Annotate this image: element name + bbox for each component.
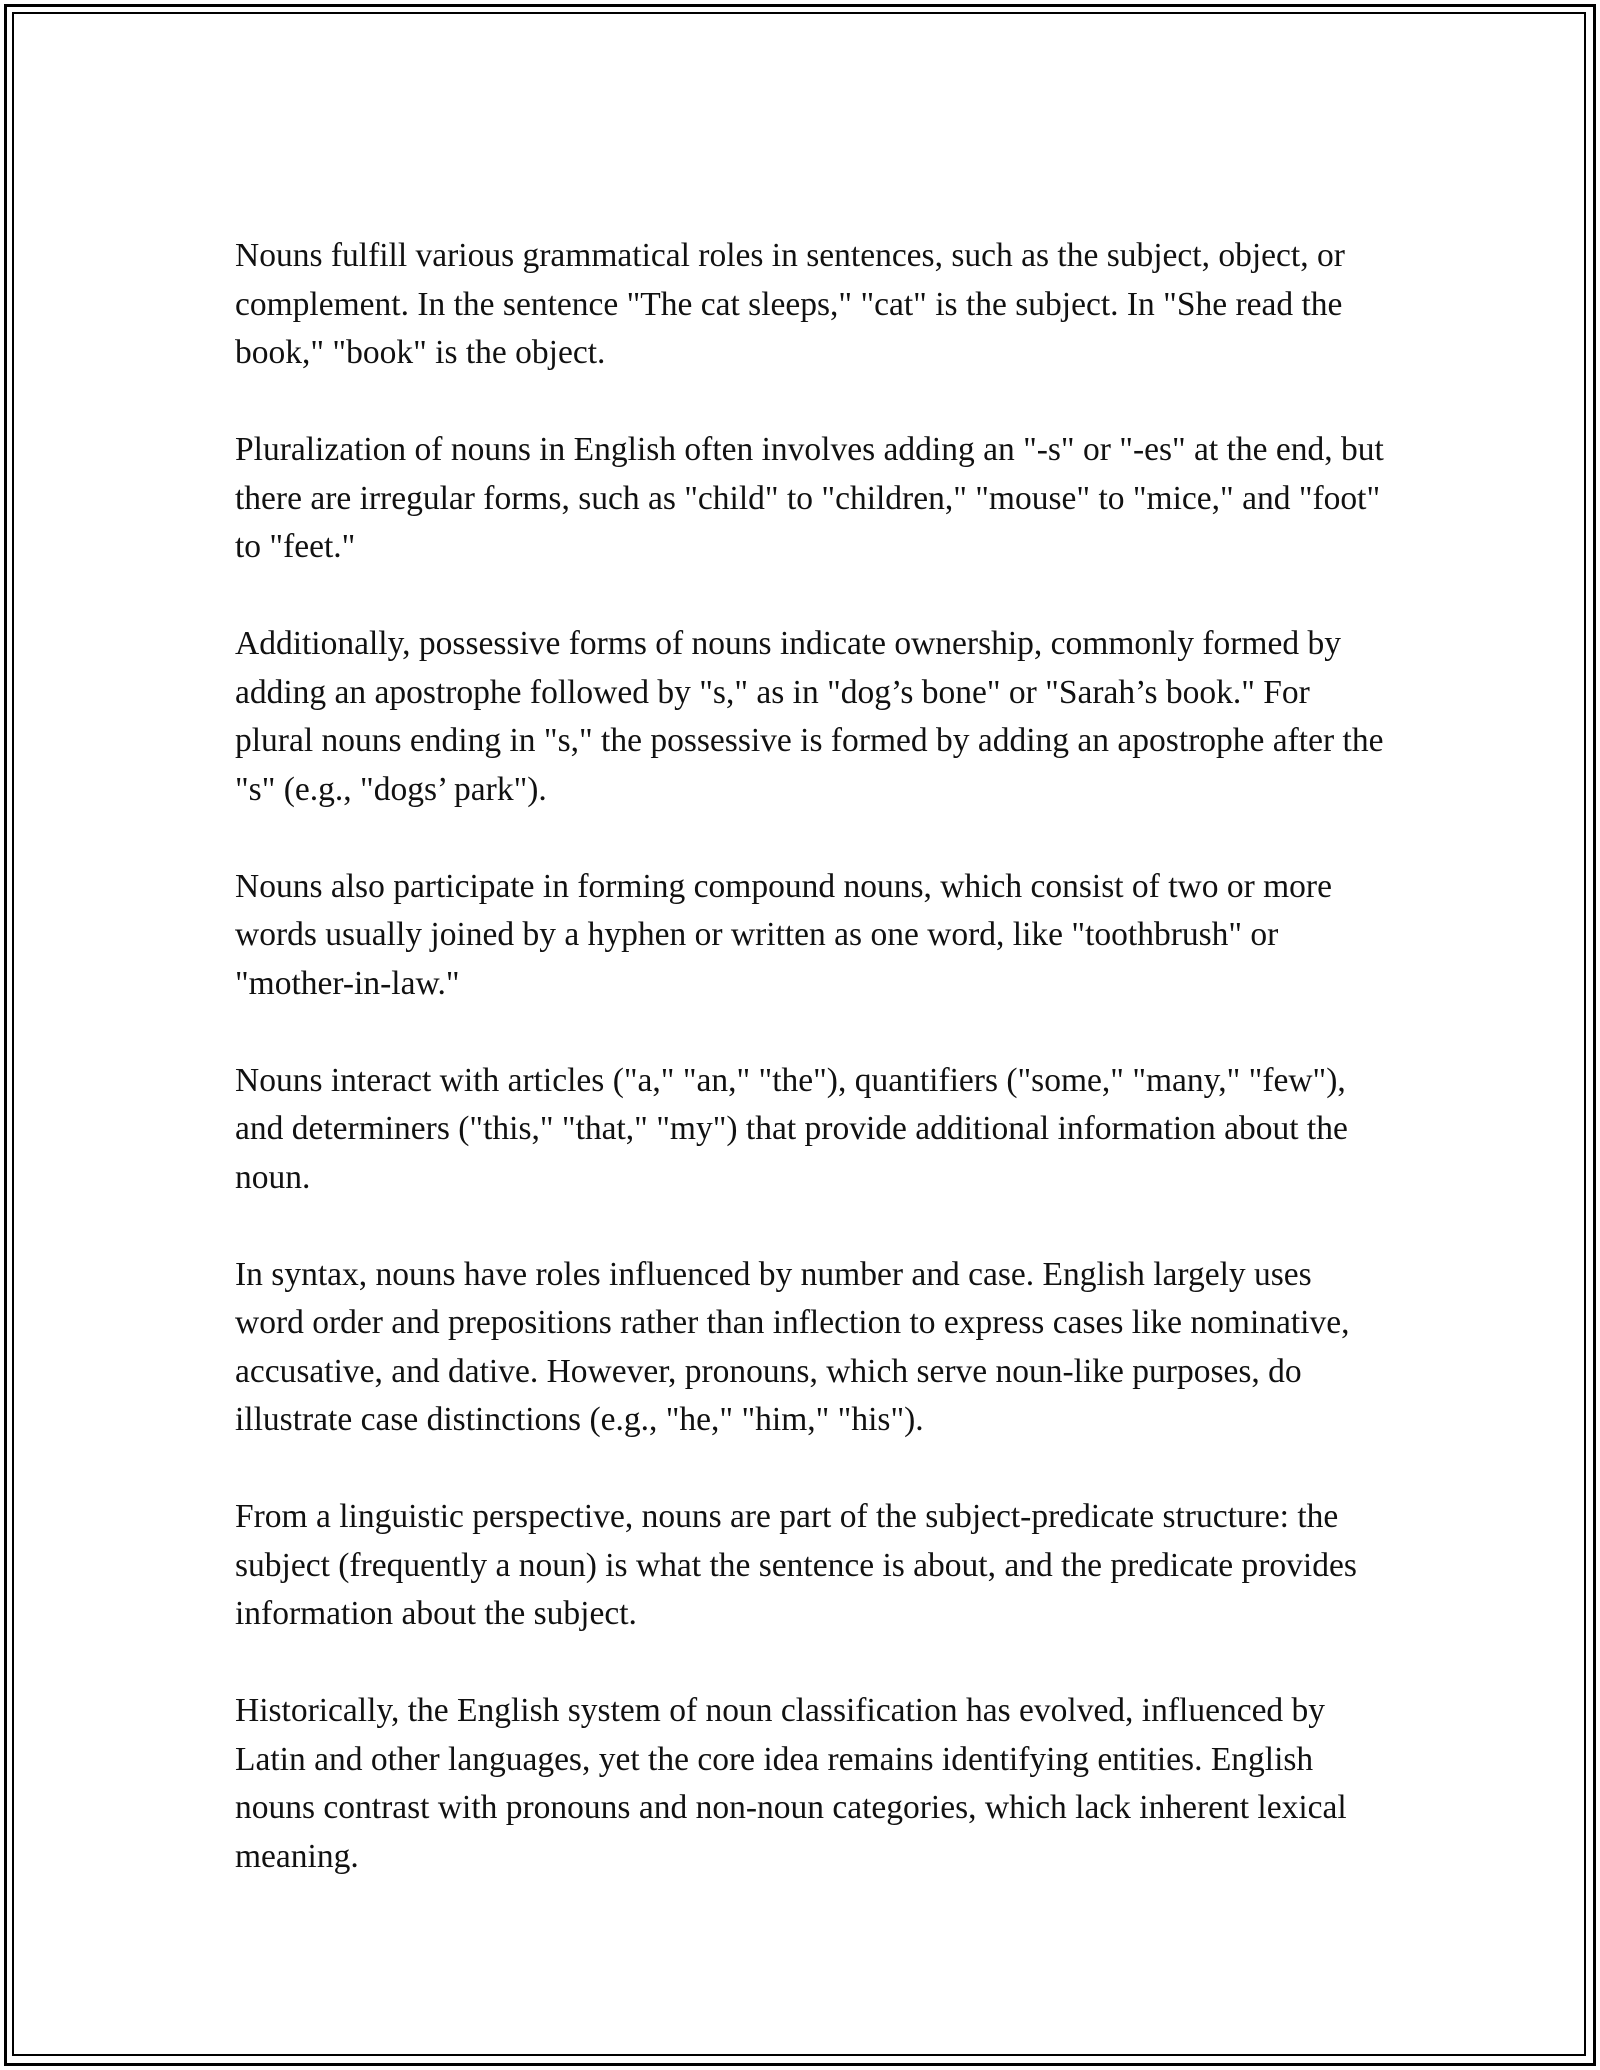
paragraph-articles-quantifiers: Nouns interact with articles ("a," "an," "the"), quantifiers ("some," "many," "few"), and determiners ("this," "that," "my") that provide additional information about the noun. <box>235 1061 1348 1196</box>
paragraph-pluralization: Pluralization of nouns in English often involves adding an "-s" or "-es" at the end, but there are irregular forms, such as "child" to "children," "mouse" to "mice," and "foot" to "feet." <box>235 431 1384 565</box>
paragraph-grammatical-roles: Nouns fulfill various grammatical roles in sentences, such as the subject, object, or complement. In the sentence "The cat sleeps," "cat" is the subject. In "She read the book," "book" is the object. <box>235 237 1345 371</box>
paragraph-subject-predicate: From a linguistic perspective, nouns are part of the subject-predicate structure: the subject (frequently a noun) is what the sentence is about, and the predicate provides information about the subject. <box>235 1498 1357 1632</box>
document-body <box>235 232 1385 1881</box>
paragraph-possessive-forms: Additionally, possessive forms of nouns indicate ownership, commonly formed by adding an apostrophe followed by "s," as in "dog’s bone" or "Sarah’s book." For plural nouns ending in "s," the possessive is formed by adding an apostrophe after the "s" (e.g., "dogs’ park"). <box>235 625 1384 808</box>
paragraph-syntax-case: In syntax, nouns have roles influenced by number and case. English largely uses word order and prepositions rather than inflection to express cases like nominative, accusative, and dative. However, pronouns, which serve noun-like purposes, do illustrate case distinctions (e.g., "he," "him," "his"). <box>235 1255 1350 1438</box>
paragraph-historical-classification: Historically, the English system of noun classification has evolved, influenced by Latin and other languages, yet the core idea remains identifying entities. English nouns contrast with pronouns and non-noun categories, which lack inherent lexical meaning. <box>235 1692 1347 1875</box>
paragraph-compound-nouns: Nouns also participate in forming compound nouns, which consist of two or more words usually joined by a hyphen or written as one word, like "toothbrush" or "mother-in-law." <box>235 867 1332 1002</box>
